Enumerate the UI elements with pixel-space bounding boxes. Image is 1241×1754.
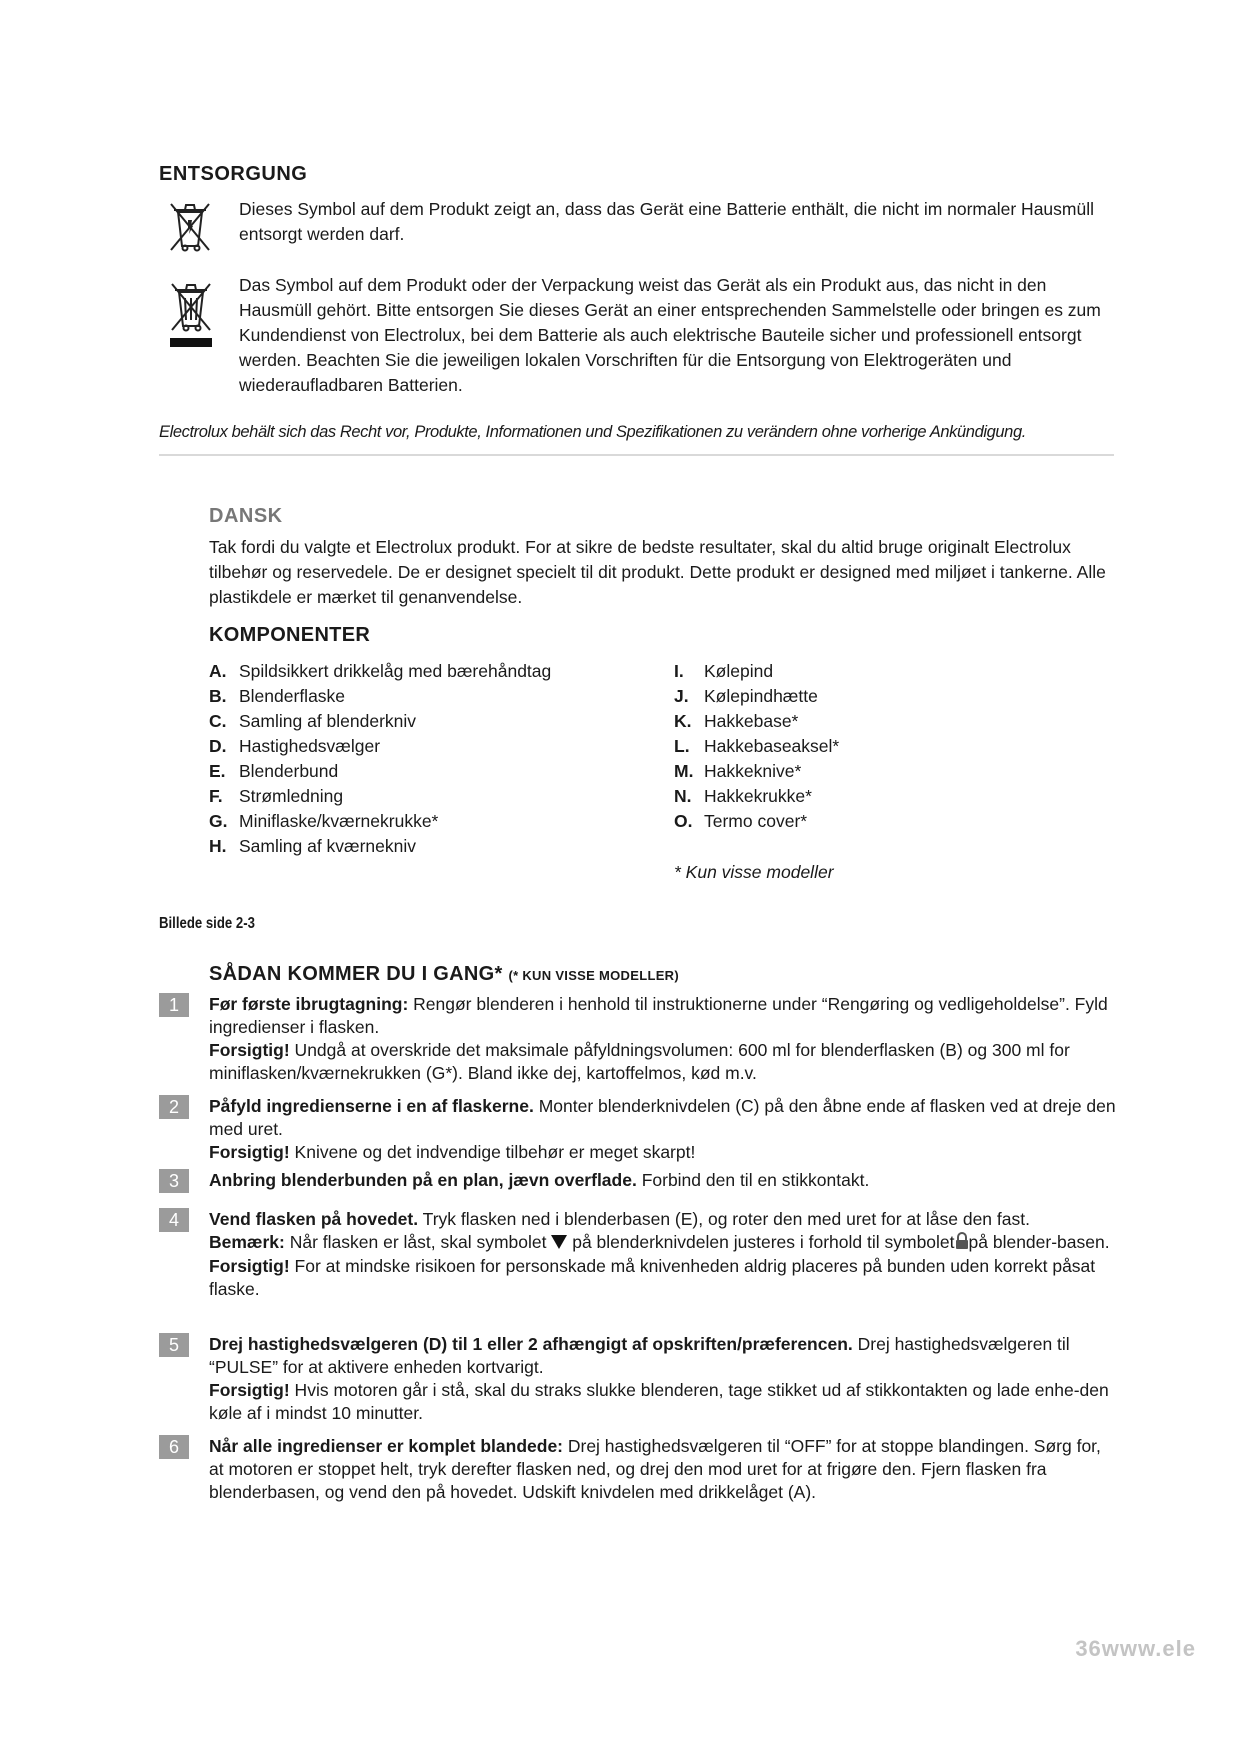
disposal-weee-paragraph: Das Symbol auf dem Produkt oder der Verpackung weist das Gerät als ein Produkt aus, das nicht in den Hausmüll gehört. Bitte entsorgen Sie dieses Gerät an einer entsprechenden Sammelstelle oder bringen es zum Kundendienst von Electrolux, bei dem Batterie als auch elektrische Bauteile sicher und professionell entsorgt werden. Beachten Sie die jeweiligen lokalen Vorschriften für die Entsorgung von Elektrogeräten und wiederaufladbaren Batterien. (239, 275, 1101, 395)
list-item: K. Hakkebase* (674, 711, 799, 731)
components-heading: KOMPONENTER (209, 624, 371, 646)
disposal-battery-paragraph: Dieses Symbol auf dem Produkt zeigt an, dass das Gerät eine Batterie enthält, die nicht im normaler Hausmüll entsorgt werden darf. (239, 199, 1094, 244)
step-number: 1 (159, 993, 189, 1017)
step-number: 4 (159, 1208, 189, 1232)
list-item: I. Kølepind (674, 661, 774, 681)
rights-notice: Electrolux behält sich das Recht vor, Produkte, Informationen und Spezifikationen zu verändern ohne vorherige Ankündigung. (159, 423, 1026, 441)
getting-started-heading: SÅDAN KOMMER DU I GANG* (* KUN VISSE MODELLER) (209, 963, 679, 985)
list-item: E. Blenderbund (209, 761, 339, 781)
step-1: Før første ibrugtagning: Rengør blenderen i henhold til instruktionerne under “Rengøring og vedligeholdelse”. Fyld ingredienser i flasken. Forsigtig! Undgå at overskride det maksimale påfyldningsvolumen: 600 ml for blenderflasken (B) og 300 ml for miniflasken/kværnekrukken (G*). Bland ikke dej, kartoffelmos, kød m.v. (209, 994, 1108, 1083)
list-item: H. Samling af kværnekniv (209, 836, 417, 856)
list-item: C. Samling af blenderkniv (209, 711, 417, 731)
step-6: Når alle ingredienser er komplet blandede: Drej hastighedsvælgeren til “OFF” for at stoppe blandingen. Sørg for, at motoren er stoppet helt, tryk derefter flasken ned, og drej den mod uret for at frigøre den. Fjern flasken fra blenderbasen, og vend den på hovedet. Udskift knivdelen med drikkelåget (A). (209, 1436, 1101, 1502)
list-item: F. Strømledning (209, 786, 344, 806)
step-number: 6 (159, 1435, 189, 1459)
section-heading-disposal: ENTSORGUNG (159, 163, 308, 185)
list-item: M. Hakkeknive* (674, 761, 802, 781)
step-4: Vend flasken på hovedet. Tryk flasken ned i blenderbasen (E), og roter den med uret for at låse den fast. Bemærk: Når flasken er låst, skal symbolet på blenderknivdelen justeres i forhold til symbolet på blender-basen. Forsigtig! For at mindske risikoen for personskade må knivenheden aldrig placeres på bunden uden korrekt påsat flaske. (209, 1209, 1110, 1299)
list-item: J. Kølepindhætte (674, 686, 818, 706)
list-item: B. Blenderflaske (209, 686, 346, 706)
components-list-left (209, 659, 551, 859)
step-number: 5 (159, 1333, 189, 1357)
footer-url: 36www.ele (1075, 1636, 1196, 1661)
weee-bin-icon (168, 276, 214, 350)
divider (159, 454, 1114, 456)
list-item: N. Hakkekrukke* (674, 786, 812, 806)
components-list-right (674, 659, 839, 834)
list-item: A. Spildsikkert drikkelåg med bærehåndtag (209, 661, 552, 681)
list-item: D. Hastighedsvælger (209, 736, 381, 756)
step-5: Drej hastighedsvælgeren (D) til 1 eller 2 afhængigt af opskriften/præferencen. Drej hastighedsvælgeren til “PULSE” for at aktivere enheden kortvarigt. Forsigtig! Hvis motoren går i stå, skal du straks slukke blenderen, tage stikket ud af stikkontakten og lade enhe-den køle af i mindst 10 minutter. (209, 1334, 1109, 1423)
list-item: G. Miniflaske/kværnekrukke* (209, 811, 439, 831)
list-item: O. Termo cover* (674, 811, 808, 831)
step-2: Påfyld ingredienserne i en af flaskerne. Monter blenderknivdelen (C) på den åbne ende af flasken ved at dreje den med uret. Forsigtig! Knivene og det indvendige tilbehør er meget skarpt! (209, 1096, 1116, 1162)
figure-reference: Billede side 2-3 (159, 915, 255, 932)
triangle-down-icon (551, 1232, 567, 1255)
step-number: 3 (159, 1169, 189, 1193)
language-heading-dansk: DANSK (209, 505, 283, 527)
step-number: 2 (159, 1095, 189, 1119)
intro-paragraph: Tak fordi du valgte et Electrolux produkt. For at sikre de bedste resultater, skal du altid bruge originalt Electrolux tilbehør og reservedele. De er designet specielt til dit produkt. Dette produkt er designed med miljøet i tankerne. Alle plastikdele er mærket til genanvendelse. (209, 537, 1106, 607)
step-3: Anbring blenderbunden på en plan, jævn overflade. Forbind den til en stikkontakt. (209, 1170, 870, 1190)
list-item: L. Hakkebaseaksel* (674, 736, 840, 756)
lock-icon (955, 1232, 969, 1255)
weee-battery-icon (168, 196, 212, 254)
models-footnote: * Kun visse modeller (674, 862, 834, 882)
